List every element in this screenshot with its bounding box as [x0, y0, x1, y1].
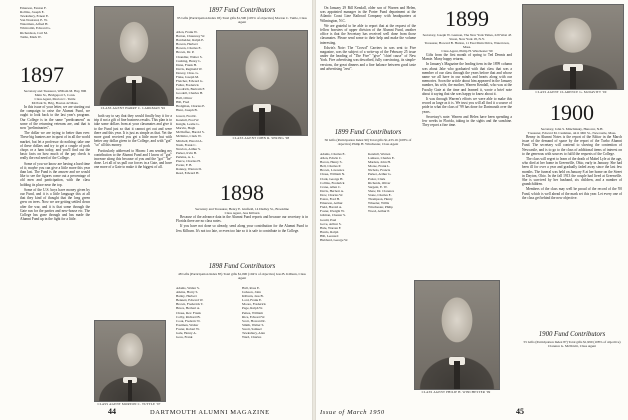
name-line: Hill, Fred: [176, 99, 190, 104]
fund-1899-heading: 1899 Fund Contributors: [334, 129, 402, 136]
name-line: Perkins, A. L.: [176, 154, 195, 159]
name-line: Marden, John H.: [368, 160, 391, 165]
name-line: Richardson, Carl M.: [20, 30, 48, 35]
year-heading-1900: 1900: [550, 100, 594, 125]
name-line: McDuffee, Harold S.: [176, 130, 205, 135]
name-line: Kilburn, Jess B.: [242, 294, 264, 299]
name-line: Goodrich, Bertram F.: [176, 87, 205, 92]
secretary-line: Secretary and Treasurer, William M. Hay, 806 Main St., Bridgeport 5, Conn.: [23, 89, 87, 97]
name-line: Allen, Frank W.: [176, 30, 198, 34]
body-paragraph: We are grateful to be able to report that at the request of the fellow boosters of upper division of the Alumni Fund, another office is that the Secretary has received well done from those classmates. Please send some to their help and make the volume interesting.: [320, 23, 416, 45]
page-number-right: 45: [516, 407, 524, 416]
name-line: Chandler, Walter S.: [176, 54, 203, 59]
year-heading-1899: 1899: [445, 6, 489, 31]
name-line: Ranney, Warren D.: [176, 167, 202, 172]
name-line: Nichols, Francis: [368, 168, 391, 173]
name-line: Allen, Edwin C.: [320, 156, 343, 161]
fund-1897-heading: 1897 Fund Contributors: [208, 7, 276, 14]
name-line: Rollins, Joseph E.: [20, 10, 45, 15]
name-line: Pierce, Charles H.: [176, 159, 201, 164]
body-paragraph: In January's Magazine the leading item in the 1899 column was about Jake who graduated with that class that was a member of our class through the years before that and whose name we all have in our minds and hearts along with our memories. Soon the article about him appeared in the January number, his wife, the mother, Warren Kendall, who was at the Faculty Gate at the time and learned it, wrote a brief note about it saying that she was happy to know about it.: [422, 62, 512, 96]
portrait-photo-winchester: [414, 280, 500, 390]
name-line: Hill, Leonard: [320, 233, 339, 238]
name-line: Reed, Edward H.: [176, 171, 200, 176]
name-line: Parker, Arthur G.: [368, 172, 392, 177]
name-line: Cook, Frederic N.: [176, 318, 201, 323]
photo-caption-tuttle: CLASS AGENT MORTON C. TUTTLE '97: [97, 402, 161, 406]
name-line: Fletcher, Edward G.: [176, 79, 204, 84]
body-paragraph: Particularly addressed to Hiram: I am sending my contribution to the Alumni Fund and I know of "got" increase along this because of you and the "got" "he" done. Let all of us pull our forces in a Gate, and have one more of a Gate to make it the biggest of all.: [94, 148, 172, 170]
name-line: Marvin, Hugh: [176, 126, 196, 131]
fund-1898-block: [176, 262, 308, 280]
name-line: Kendall, Warren: [368, 152, 391, 156]
fund-1898-heading: 1898 Fund Contributors: [208, 263, 276, 270]
body-paragraph: If you have not done so already, send along your contribution for the Alumni Fund to Jess Kilburn. It's not too late, or even too late so it is safe to contribute to the College.: [176, 224, 308, 233]
name-line: Nash, Frank C.: [176, 142, 197, 147]
name-line: Tewksbury, Alan: [242, 331, 265, 336]
footer-magazine-title: DARTMOUTH ALUMNI MAGAZINE: [150, 409, 270, 416]
name-line: Swett, Samuel: [242, 326, 262, 331]
name-line: Gilman, Chester S.: [320, 213, 346, 218]
name-line: Wood, Arthur P.: [368, 209, 390, 214]
photo-caption-spring: CLASS AGENT JOHN R. SPRING '98: [232, 136, 290, 140]
name-line: Atkins, Harry S.: [176, 290, 199, 295]
name-line: Brown, Frederick T.: [176, 302, 204, 307]
body-paragraph: The dollar we are trying to better than ever. These big hunters are in quest of in all the world market, but let a professor do nothing; take one of these dollars and try to get a couple of pork chops or a ham today, and you'll find out the basic facts on how much of the pay check is really the real need of the College.: [20, 131, 90, 161]
name-line: Potter, Clark: [368, 176, 386, 181]
name-line: Gove, Arthur S.: [320, 221, 342, 226]
name-line: Fuller, Frederick: [176, 83, 199, 88]
fund-1898-names-b: [242, 286, 306, 339]
name-line: Kendall, Fred W.: [176, 118, 200, 123]
name-line: Ward, Charles: [242, 335, 262, 340]
portrait-photo-larkman: [94, 6, 174, 106]
right-page: [316, 0, 628, 420]
portrait-photo-mcdavitt: [522, 4, 624, 90]
name-line: Tuttle, Mark W.: [20, 34, 42, 39]
class-1899-block: [422, 4, 512, 276]
class-1900-block: [522, 98, 622, 326]
name-line: Foster, Robert W.: [176, 326, 200, 331]
name-line: Hale, Warren F.: [320, 225, 342, 230]
portrait-photo-tuttle: [94, 320, 166, 402]
fund-1898-summary: 48 Gifts (Participation Index 85) Total gifts $1,090 (104% of objective) Jess B. Kilburn, Class Agent: [178, 271, 306, 280]
name-line: Lord, Frank E.: [242, 298, 262, 303]
name-line: Hall, Oliver: [176, 95, 193, 100]
name-line: Emerson, Fenton F.: [20, 6, 47, 10]
body-paragraph: Some of you we know are having a hard time of it; maybe you can give a little more this year than last. The Fund is the answer and we would like to see the figures come out a percentage of old men and participation, with the class holding its place near the top.: [20, 161, 90, 187]
name-line: Richards, Oliver: [368, 180, 391, 185]
address-line: Mt Park St, Brig, Boston 42 Mass.: [31, 101, 79, 105]
fund-1899-summary: 56 Gifts (Participation Index 90) Total gifts $1,433.16 (108% of objective) Philip H. Winchester, Class Agent: [324, 137, 412, 146]
body-paragraph: Gifts from the first month of spring to Ted Dennis and Mamie. Many happy returns.: [422, 53, 512, 62]
name-line: Jackson, John: [242, 290, 261, 295]
name-line: Hubbard, George W.: [320, 237, 348, 242]
name-line: Smith, Walter S.: [242, 322, 265, 327]
name-line: Bruce, Herbert A.: [176, 306, 201, 311]
name-line: Bowen, Charles E.: [176, 46, 202, 51]
name-line: Dow, Charles W.: [320, 192, 343, 197]
year-heading-1897: 1897: [20, 62, 64, 87]
name-line: Jewett, Fred R.: [176, 114, 197, 118]
name-line: Bennett, Edward W.: [176, 298, 204, 303]
name-line: Gale, Henry A.: [176, 331, 197, 336]
name-line: Waterman, Alfred H.: [20, 22, 49, 27]
name-line: Colby, Richard B.: [176, 314, 201, 319]
name-line: Goss, Frank: [176, 335, 193, 340]
name-line: Foster, Dwight W.: [320, 209, 345, 214]
body-paragraph: Secretary's note: Warren and Helen have been spending a few weeks in Florida, taking in the sights and the sunshine. They report a fine time.: [422, 114, 512, 128]
name-line: Hall, Ross E.: [242, 286, 260, 290]
name-line: Mitchell, Harold A.: [176, 138, 203, 143]
body-paragraph: The class will regret to learn of the death of Mabel Lyle at the age, who died at her home in Greenville, Ohio, early in January. She had been ill for over a year and gradually faded away since the last few months. The funeral was held on January 8 at her home on the Street in Dayton, Ohio. In the fall 1913 the couple had lived at Greenville. She is survived by her husband, six children, and a number of grandchildren.: [522, 157, 622, 187]
fund-1897-summary: 95 Gifts (Participation Index 93) Total gifts $1,590 (105% of objective) Morton C. Tuttle, Class Agent: [177, 15, 307, 24]
name-line: Collins, Frederick: [320, 180, 345, 185]
name-line: Moore, Frederick: [242, 302, 266, 307]
name-line: Wheeler, Willis: [368, 201, 390, 206]
fund-1899-names-a: [320, 152, 366, 242]
photo-caption-mcdavitt: CLASS AGENT CLARENCE G. McDAVITT '00: [535, 90, 607, 94]
name-line: Thompson, Henry: [368, 197, 393, 202]
body-paragraph: Edwin's Note: The "Crowd" Carriers in was sent to Five magazine, was the subject of a write-up of the February 25 issue under the heading of "The Five" "give" "chief cause" of New York. Five advertising was described, fully convincing, its simple-versions, the great dinners and a fine balance between good taste and advertising "zest".: [320, 45, 416, 71]
left-col2-text: [94, 114, 172, 314]
name-line: Chase, William N.: [320, 172, 346, 177]
class-agent-line: Class Agent, Morton C. Tuttle: [34, 97, 76, 101]
name-line: Parker, Irvin B.: [176, 150, 197, 155]
name-line: Page, Ralph W.: [242, 306, 263, 311]
name-line: Pettee, William: [242, 310, 263, 315]
name-line: Harris, Ralph: [320, 229, 339, 234]
secretary-line: Secretary, John S. Minchinsky, Hanover, N.H.: [540, 127, 604, 131]
name-line: Bailey, Herbert: [176, 294, 197, 299]
class-1898-block: [176, 178, 308, 238]
right-col1-text: [320, 6, 416, 126]
name-line: Rice, Edward W.: [242, 314, 265, 319]
left-page: [0, 0, 312, 420]
year-heading-1898: 1898: [220, 180, 264, 205]
body-paragraph: Because of the advance data in the Alumni Fund reports and because our secretary is in Florida there are no class notes.: [176, 215, 308, 224]
body-paragraph: Some of the U.S. boys have money given by our Fund, and it is a little language this at all that they kind of thought that the long green grew on trees. Now we are getting settled down after the war, and it is that some through the Gate run for the parties and new-house etc. The College has gone through and has made the Alumni Fund up in the fight for a little.: [20, 187, 90, 222]
name-line: Adams, Charles E.: [320, 152, 346, 156]
name-line: Bowen, Herbert: [176, 42, 198, 47]
left-col1-names: [20, 6, 88, 39]
name-line: Stone, Charles E.: [368, 192, 392, 197]
name-line: Knight, Leslie G.: [176, 122, 200, 127]
name-line: Davis, Herbert A.: [320, 188, 344, 193]
treasurer-line: Treasurer, Edward M. Cushman, 4411 Mill St., Newcastle, Mass.: [527, 131, 617, 135]
name-line: Porter, F. B.: [176, 163, 193, 168]
name-line: Dewey, Chas. G.: [176, 70, 199, 75]
fund-1900-summary: 55 Gifts (Participation Index 87) Total gifts $1,990 (108% of objective) Clarence G. McDavitt, Class Agent: [523, 339, 621, 348]
name-line: Fiske, Joseph M.: [176, 75, 199, 80]
name-line: Davis, Reginald W.: [176, 66, 203, 71]
footer-issue-date: Issue of March 1950: [320, 409, 385, 416]
name-line: Cushing, Henry L.: [176, 58, 202, 63]
name-line: Morse, Frank L.: [368, 164, 391, 169]
body-paragraph: Members of the class may well be proud of the record of the '00 Fund, which is well ahead of the mark set this year. Let every one of the class get behind the new objective.: [522, 187, 622, 200]
name-line: Dana, Frank H.: [176, 62, 197, 67]
body-paragraph: On January 29 Bill Kendall, older son of Warren and Helen, was appointed manager in the Porter Fund department at the Atlantic Coast Line Railroad Company with headquarters at Wilmington, N.C.: [320, 6, 416, 23]
name-line: Lamson, Charles E.: [368, 156, 395, 161]
name-line: Crane, Allen C.: [320, 184, 342, 189]
name-line: Eastman, Walter: [176, 322, 199, 327]
name-line: Hodgman, Charles E.: [176, 103, 206, 108]
body-paragraph: Benny in Alumni Notes is the report of the Editor in the March issue of the demand of space by the report of the Turbo Alumni Fund. The secretary will contend to shoving the contention of Newcastle, and is to go to the class of additional items of interest on to the generous with sources to fulfil the requests of the College.: [522, 135, 622, 156]
secretary-line: Secretary and Treasurer, Henry E. Ginfield, 14 Dudley St., Brookline: [195, 207, 289, 211]
name-line: McIntire, Clark W.: [176, 134, 202, 139]
name-line: Whitcomb, Edward G.: [20, 26, 51, 31]
name-line: Hunt, Joseph B.: [176, 107, 198, 112]
name-line: Brown, Lawrence: [320, 168, 345, 173]
name-line: Gould, Paul: [320, 217, 337, 222]
name-line: Eaton, Fred H.: [320, 197, 340, 202]
body-paragraph: It was through Warren's efforts we were able to make this record as large as it is. We trust you will all find it a source of pride in what the class of '99 has done for Dartmouth over the years.: [422, 97, 512, 114]
body-paragraph: In this issue of your letter, we are starting out the campaign to raise the Alumni Fund, we ought to look back to the last year's program. Our College is in the same "predicament" as some of the returning veterans are, and that is now "preliminaries".: [20, 105, 90, 131]
fund-1897-block: [176, 6, 308, 24]
name-line: Barton, Chauncey W.: [176, 34, 206, 39]
page-number-left: 44: [108, 407, 116, 416]
left-col1-1897: [20, 60, 90, 405]
name-line: Emerson, Arthur: [320, 201, 343, 206]
class-agent-line: Class Agent, Philip H. Winchester '99: [441, 49, 493, 53]
fund-1900-block: [522, 330, 622, 348]
name-line: Sargent, E. W.: [368, 184, 388, 189]
name-line: Chase, Rev. Frank: [176, 310, 201, 315]
fund-1899-block: [320, 128, 416, 146]
name-line: Van Nostrand, E. W.: [20, 18, 48, 23]
name-line: Shaw, Dr. Clarence: [368, 188, 395, 193]
fund-1897-names-b: [176, 114, 214, 175]
treasurer-line: Treasurer, Howard B. Hutton, 11 East Main Drive, Watertown, Mass.: [424, 41, 510, 49]
portrait-photo-spring: [216, 30, 308, 136]
body-paragraph: both say to say that they would finally buy it for a trip if not a gift of fine business results. This plan is to take some dollars from at your classmates and give it to the Fund just so that it cannot get out and were there and this year. It is just as simple as that. Yet the more good received you get a little more but with better any dollar given to the College, and with "got" "so" all this money.: [94, 114, 172, 148]
name-line: Bacon, Henry S.: [320, 160, 343, 165]
name-line: Winchester, Philip: [368, 205, 393, 210]
photo-caption-larkman: CLASS AGENT HARRY C. LARKMAN '96: [100, 106, 166, 110]
name-line: Newton, Arthur S.: [176, 146, 201, 151]
photo-caption-winchester: CLASS AGENT PHILIP H. WINCHESTER '99: [421, 390, 491, 394]
name-line: Tewksbury, Ernest E.: [20, 14, 49, 19]
name-line: Brown, Dr. P.: [176, 50, 195, 55]
secretary-line: Secretary, Joseph W. Gannon, The New York Times, 229 West 43 Street, New York 18, N.Y.: [422, 33, 512, 41]
name-line: Batchelder, Ralph E.: [176, 38, 205, 43]
fund-1897-names-a: [176, 30, 214, 112]
fund-1900-heading: 1900 Fund Contributors: [538, 331, 606, 338]
class-agent-line: Class Agent, Jess Kilburn: [224, 211, 260, 215]
name-line: Field, Harold A.: [320, 205, 343, 210]
fund-1898-names-a: [176, 286, 238, 339]
name-line: Scott, Howard R.: [242, 318, 266, 323]
fund-1899-names-b: [368, 152, 416, 213]
name-line: Clark, George H.: [320, 176, 344, 181]
name-line: Adams, Walter S.: [176, 286, 200, 290]
name-line: Goodell, Charles H.: [176, 91, 204, 96]
name-line: Bell, Charles P.: [320, 164, 341, 169]
